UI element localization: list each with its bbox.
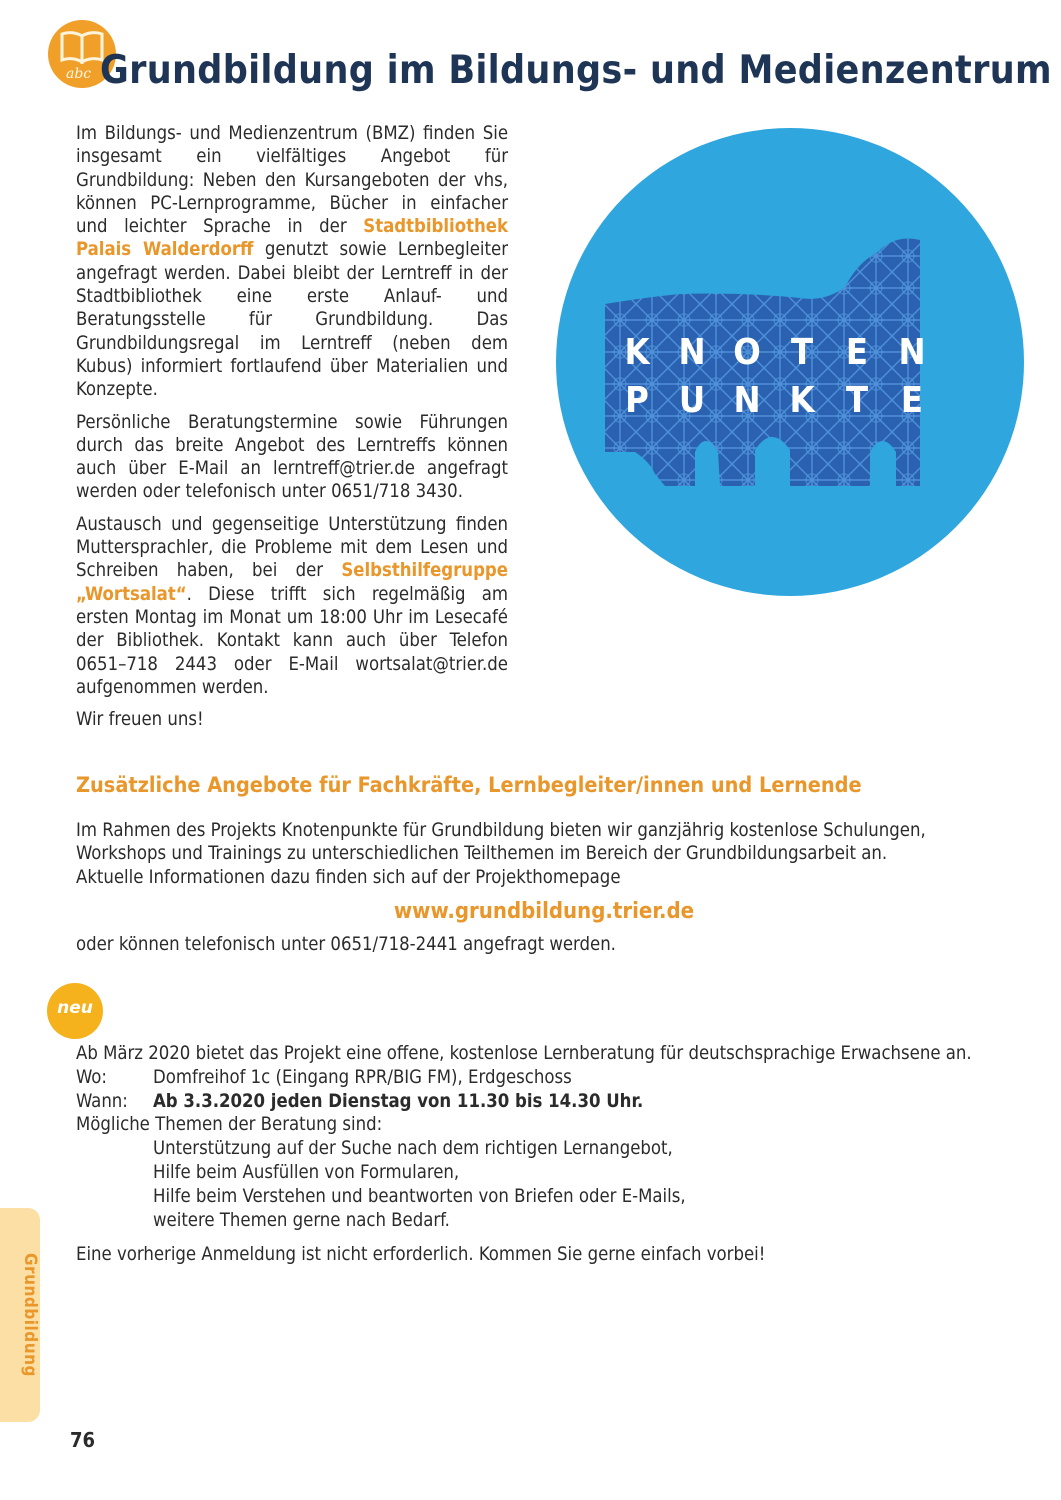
topic-item: weitere Themen gerne nach Bedarf.: [153, 1209, 450, 1231]
section-body: [76, 819, 1016, 889]
badge-text: abc: [66, 66, 92, 82]
logo-letter: K: [789, 380, 815, 421]
topic-item: Hilfe beim Verstehen und beantworten von Briefen oder E-Mails,: [153, 1185, 686, 1207]
logo-letter: E: [845, 332, 869, 373]
knotenpunkte-logo: [540, 112, 1040, 612]
logo-letter: N: [898, 332, 926, 373]
location-value: Domfreihof 1c (Eingang RPR/BIG FM), Erdgeschoss: [153, 1066, 572, 1088]
section-heading: Zusätzliche Angebote für Fachkräfte, Lernbegleiter/innen und Lernende: [76, 773, 862, 798]
consultation-intro: Ab März 2020 bietet das Projekt eine offene, kostenlose Lernberatung für deutschsprachige Erwachsene an.: [76, 1043, 972, 1064]
page-number: 76: [70, 1428, 96, 1452]
section-paragraph: Im Rahmen des Projekts Knotenpunkte für Grundbildung bieten wir ganzjährig kostenlose Schulungen, Workshops und Trainings zu unterschiedlichen Teilthemen im Bereich der Grundbildungsarbeit an.: [76, 820, 926, 865]
homepage-link[interactable]: www.grundbildung.trier.de: [393, 899, 695, 924]
logo-letter: P: [625, 380, 649, 421]
time-label: Wann:: [76, 1090, 128, 1112]
group-name: Selbsthilfegruppe „Wortsalat“: [76, 560, 508, 605]
logo-letter: N: [733, 380, 761, 421]
intro-paragraph-2: Persönliche Beratungstermine sowie Führungen durch das breite Angebot des Lerntreffs können auch über E-Mail an lerntreff@trier.de angefragt werden oder telefonisch unter 0651/718 3430.: [76, 411, 508, 503]
topic-item: Hilfe beim Ausfüllen von Formularen,: [153, 1161, 460, 1183]
new-badge: neu: [47, 983, 103, 1039]
logo-letter: T: [790, 332, 814, 373]
section-tail: oder können telefonisch unter 0651/718-2441 angefragt werden.: [76, 934, 616, 955]
time-value: Ab 3.3.2020 jeden Dienstag von 11.30 bis 14.30 Uhr.: [153, 1090, 644, 1112]
logo-letter: U: [678, 380, 706, 421]
library-name: Stadtbibliothek Palais Walderdorff: [76, 216, 508, 261]
intro-column: [76, 122, 508, 740]
logo-letter: K: [624, 332, 650, 373]
location-label: Wo:: [76, 1066, 107, 1088]
section-paragraph: Aktuelle Informationen dazu finden sich auf der Projekthomepage: [76, 866, 621, 888]
logo-letter: N: [678, 332, 706, 373]
topics-intro: Mögliche Themen der Beratung sind:: [76, 1114, 383, 1136]
intro-paragraph-3: Austausch und gegenseitige Unterstützung finden Muttersprachler, die Probleme mit dem Lesen und Schreiben haben, bei der Selbsthilfegruppe „Wortsalat“. Diese trifft sich regelmäßig am ersten Montag im Monat um 18:00 Uhr im Lesecafé der Bibliothek. Kontakt kann auch über Telefon 0651–718 2443 oder E-Mail wortsalat@trier.de aufgenommen werden.: [76, 513, 508, 698]
consultation-block: [76, 1042, 1036, 1267]
intro-paragraph-1: Im Bildungs- und Medienzentrum (BMZ) finden Sie insgesamt ein vielfältiges Angebot für Grundbildung: Neben den Kursangeboten der vhs, können PC-Lernprogramme, Bücher in einfacher und leichter Sprache in der Stadtbibliothek Palais Walderdorff genutzt sowie Lernbegleiter angefragt werden. Dabei bleibt der Lerntreff in der Stadtbibliothek eine erste Anlauf- und Beratungsstelle für Grundbildung. Das Grundbildungsregal im Lerntreff (neben dem Kubus) informiert fortlaufend über Materialien und Konzepte.: [76, 123, 508, 401]
location-row: [76, 1066, 1036, 1090]
page-title: Grundbildung im Bildungs- und Medienzentrum: [100, 48, 1052, 93]
time-row: [76, 1090, 1036, 1114]
logo-letter: E: [900, 380, 924, 421]
logo-letter: O: [733, 332, 761, 373]
intro-paragraph-4: Wir freuen uns!: [76, 709, 204, 731]
side-tab-label: Grundbildung: [20, 1253, 40, 1377]
logo-letter: T: [845, 380, 869, 421]
open-book-icon: [60, 30, 104, 64]
topic-item: Unterstützung auf der Suche nach dem richtigen Lernangebot,: [153, 1138, 673, 1160]
closing-text: Eine vorherige Anmeldung ist nicht erforderlich. Kommen Sie gerne einfach vorbei!: [76, 1244, 766, 1266]
